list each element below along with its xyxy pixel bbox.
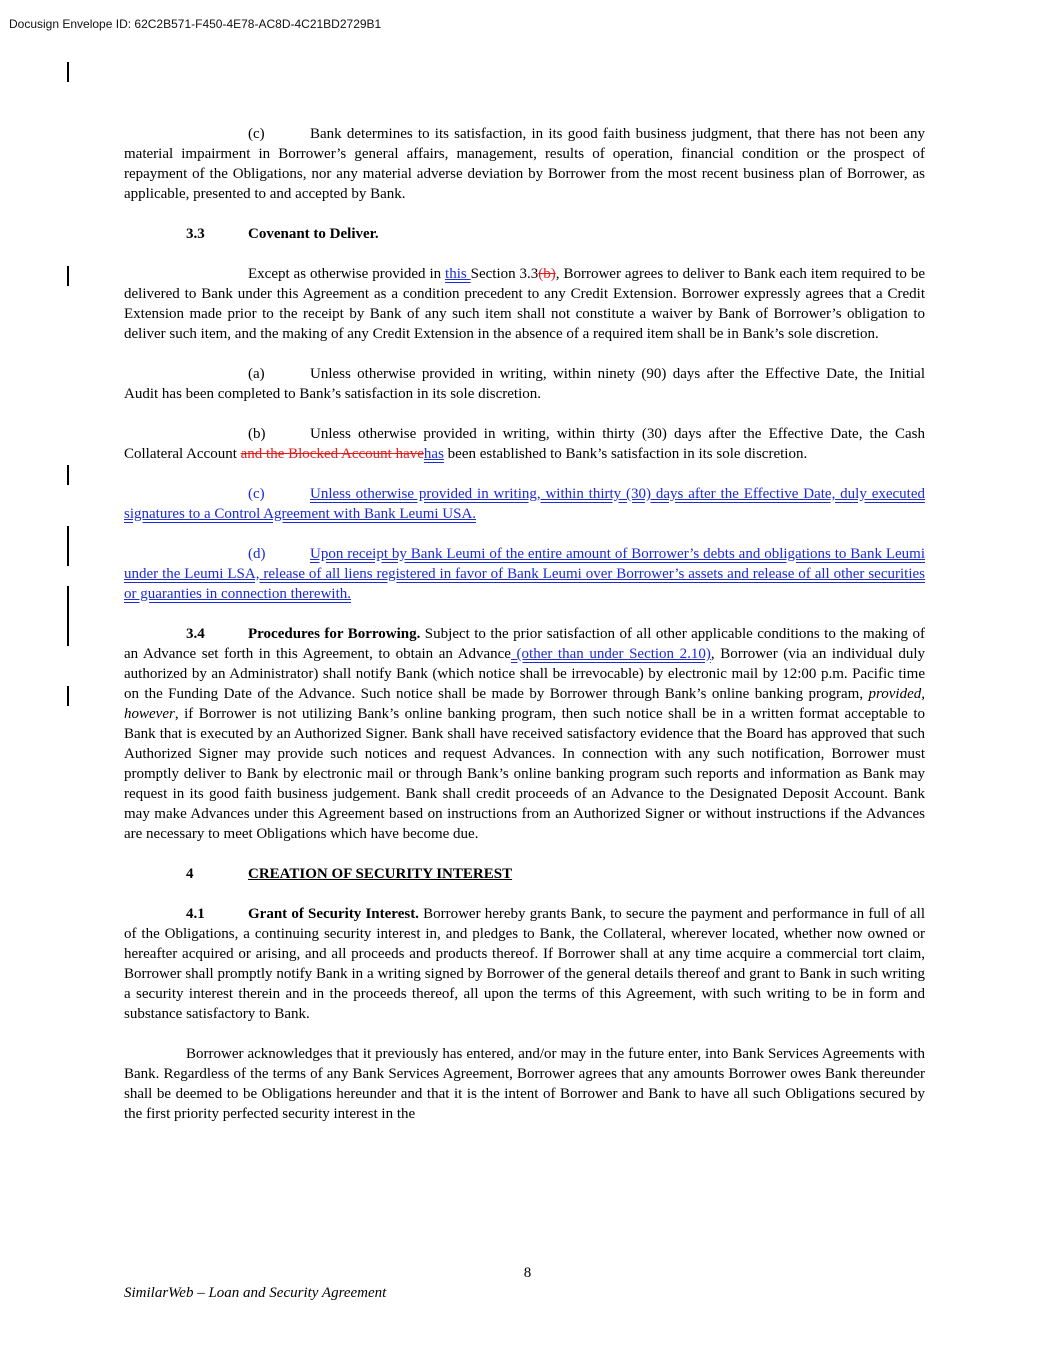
section-number: 4 xyxy=(186,866,194,882)
paragraph-condition-c xyxy=(124,124,925,204)
inserted-text: has xyxy=(423,446,444,462)
clause-3-3-c xyxy=(124,484,925,524)
section-4-1 xyxy=(124,904,925,1024)
deleted-text: (b) xyxy=(538,266,556,282)
section-number: 3.3 xyxy=(186,226,205,242)
inserted-text: this xyxy=(445,266,471,282)
clause-3-3-a xyxy=(124,364,925,404)
section-3-3-heading xyxy=(124,224,925,244)
page-number: 8 xyxy=(523,1265,532,1281)
document-footer: SimilarWeb – Loan and Security Agreement xyxy=(124,1285,387,1301)
section-title: CREATION OF SECURITY INTEREST xyxy=(248,866,513,882)
text-run: , if Borrower is not utilizing Bank’s online banking program, then such notice shall be in a written format acceptable to Bank that is executed by an Authorized Signer. Bank shall have received satisfactory evidence that the Board has approved that such Authorized Signer may provide such notices and request Advances. In connection with any such notification, Borrower must promptly deliver to Bank by electronic mail or through Bank’s online banking program such reports and information as Bank may request in its good faith business judgement. Bank shall credit proceeds of an Advance to the Designated Deposit Account. Bank may make Advances under this Agreement based on instructions from an Authorized Signer or without instructions if the Advances are necessary to meet Obligations which have become due. xyxy=(124,706,925,842)
change-bar xyxy=(67,526,69,566)
clause-label: (c) xyxy=(248,126,265,142)
document-body xyxy=(124,124,925,1124)
text-run: been established to Bank’s satisfaction in its sole discretion. xyxy=(443,446,808,462)
clause-label: (a) xyxy=(248,366,265,382)
clause-text: Unless otherwise provided in writing, within ninety (90) days after the Effective Date, the Initial Audit has been completed to Bank’s satisfaction in its sole discretion. xyxy=(124,366,925,402)
clause-text: Bank determines to its satisfaction, in its good faith business judgment, that there has not been any material impairment in Borrower’s general affairs, management, results of operation, financial condition or the prospect of repayment of the Obligations, nor any material adverse deviation by Borrower from the most recent business plan of Borrower, as applicable, presented to and accepted by Bank. xyxy=(124,126,925,202)
section-title: Grant of Security Interest. xyxy=(248,906,419,922)
clause-text: Upon receipt by Bank Leumi of the entire amount of Borrower’s debts and obligations to Bank Leumi under the Leumi LSA, release of all liens registered in favor of Bank Leumi over Borrower’s assets and release of all other securities or guaranties in connection therewith. xyxy=(124,546,925,602)
paragraph-bank-services xyxy=(124,1044,925,1124)
section-number: 4.1 xyxy=(186,906,205,922)
inserted-text: (other than under Section 2.10) xyxy=(510,646,711,662)
docusign-envelope-id: Docusign Envelope ID: 62C2B571-F450-4E78-AC8D-4C21BD2729B1 xyxy=(9,17,382,31)
text-run: Except as otherwise provided in xyxy=(248,266,446,282)
text-run: Unless otherwise provided in writing, within thirty (30) days after the Effective Date, the Cash Collateral Account xyxy=(124,426,925,462)
text-run: Section 3.3 xyxy=(470,266,539,282)
text-run: , Borrower (via an individual duly authorized by an Administrator) shall notify Bank (which notice shall be irrevocable) by electronic mail by 12:00 p.m. Pacific time on the Funding Date of the Advance. Such notice shall be made by Borrower through Bank’s online banking program, xyxy=(124,646,925,702)
clause-label: (b) xyxy=(248,426,266,442)
change-bar xyxy=(67,62,69,82)
text-run: , Borrower agrees to deliver to Bank each item required to be delivered to Bank under this Agreement as a condition precedent to any Credit Extension. Borrower expressly agrees that a Credit Extension made prior to the receipt by Bank of any such item shall not constitute a waiver by Bank of Borrower’s obligation to deliver such item, and the making of any Credit Extension in the absence of a required item shall be in Bank’s sole discretion. xyxy=(124,266,925,342)
section-3-4 xyxy=(124,624,925,844)
clause-label: (d) xyxy=(248,546,266,562)
clause-3-3-d xyxy=(124,544,925,604)
clause-text: Unless otherwise provided in writing, within thirty (30) days after the Effective Date, duly executed signatures to a Control Agreement with Bank Leumi USA. xyxy=(124,486,925,522)
section-number: 3.4 xyxy=(186,626,205,642)
clause-3-3-b xyxy=(124,424,925,464)
text-run: Borrower acknowledges that it previously has entered, and/or may in the future enter, into Bank Services Agreements with Bank. Regardless of the terms of any Bank Services Agreement, Borrower agrees that any amounts Borrower owes Bank thereunder shall be deemed to be Obligations hereunder and that it is the intent of Borrower and Bank to have all such Obligations secured by the first priority perfected security interest in the xyxy=(124,1046,925,1122)
italic-text: provided, however xyxy=(124,686,925,722)
change-bar xyxy=(67,586,69,646)
text-run: Subject to the prior satisfaction of all other applicable conditions to the making of an Advance set forth in this Agreement, to obtain an Advance xyxy=(124,626,925,662)
section-4-heading xyxy=(124,864,925,884)
text-run: Borrower hereby grants Bank, to secure the payment and performance in full of all of the Obligations, a continuing security interest in, and pledges to Bank, the Collateral, wherever located, whether now owned or hereafter acquired or arising, and all proceeds and products thereof. If Borrower shall at any time acquire a commercial tort claim, Borrower shall promptly notify Bank in a writing signed by Borrower of the general details thereof and grant to Bank in such writing a security interest therein and in the proceeds thereof, all upon the terms of this Agreement, with such writing to be in form and substance satisfactory to Bank. xyxy=(124,906,925,1022)
change-bar xyxy=(67,465,69,485)
change-bar xyxy=(67,266,69,286)
clause-label: (c) xyxy=(248,486,265,502)
deleted-text: and the Blocked Account have xyxy=(240,446,424,462)
section-3-3-intro xyxy=(124,264,925,344)
change-bar xyxy=(67,686,69,706)
section-title: Covenant to Deliver. xyxy=(248,226,379,242)
section-title: Procedures for Borrowing. xyxy=(248,626,421,642)
